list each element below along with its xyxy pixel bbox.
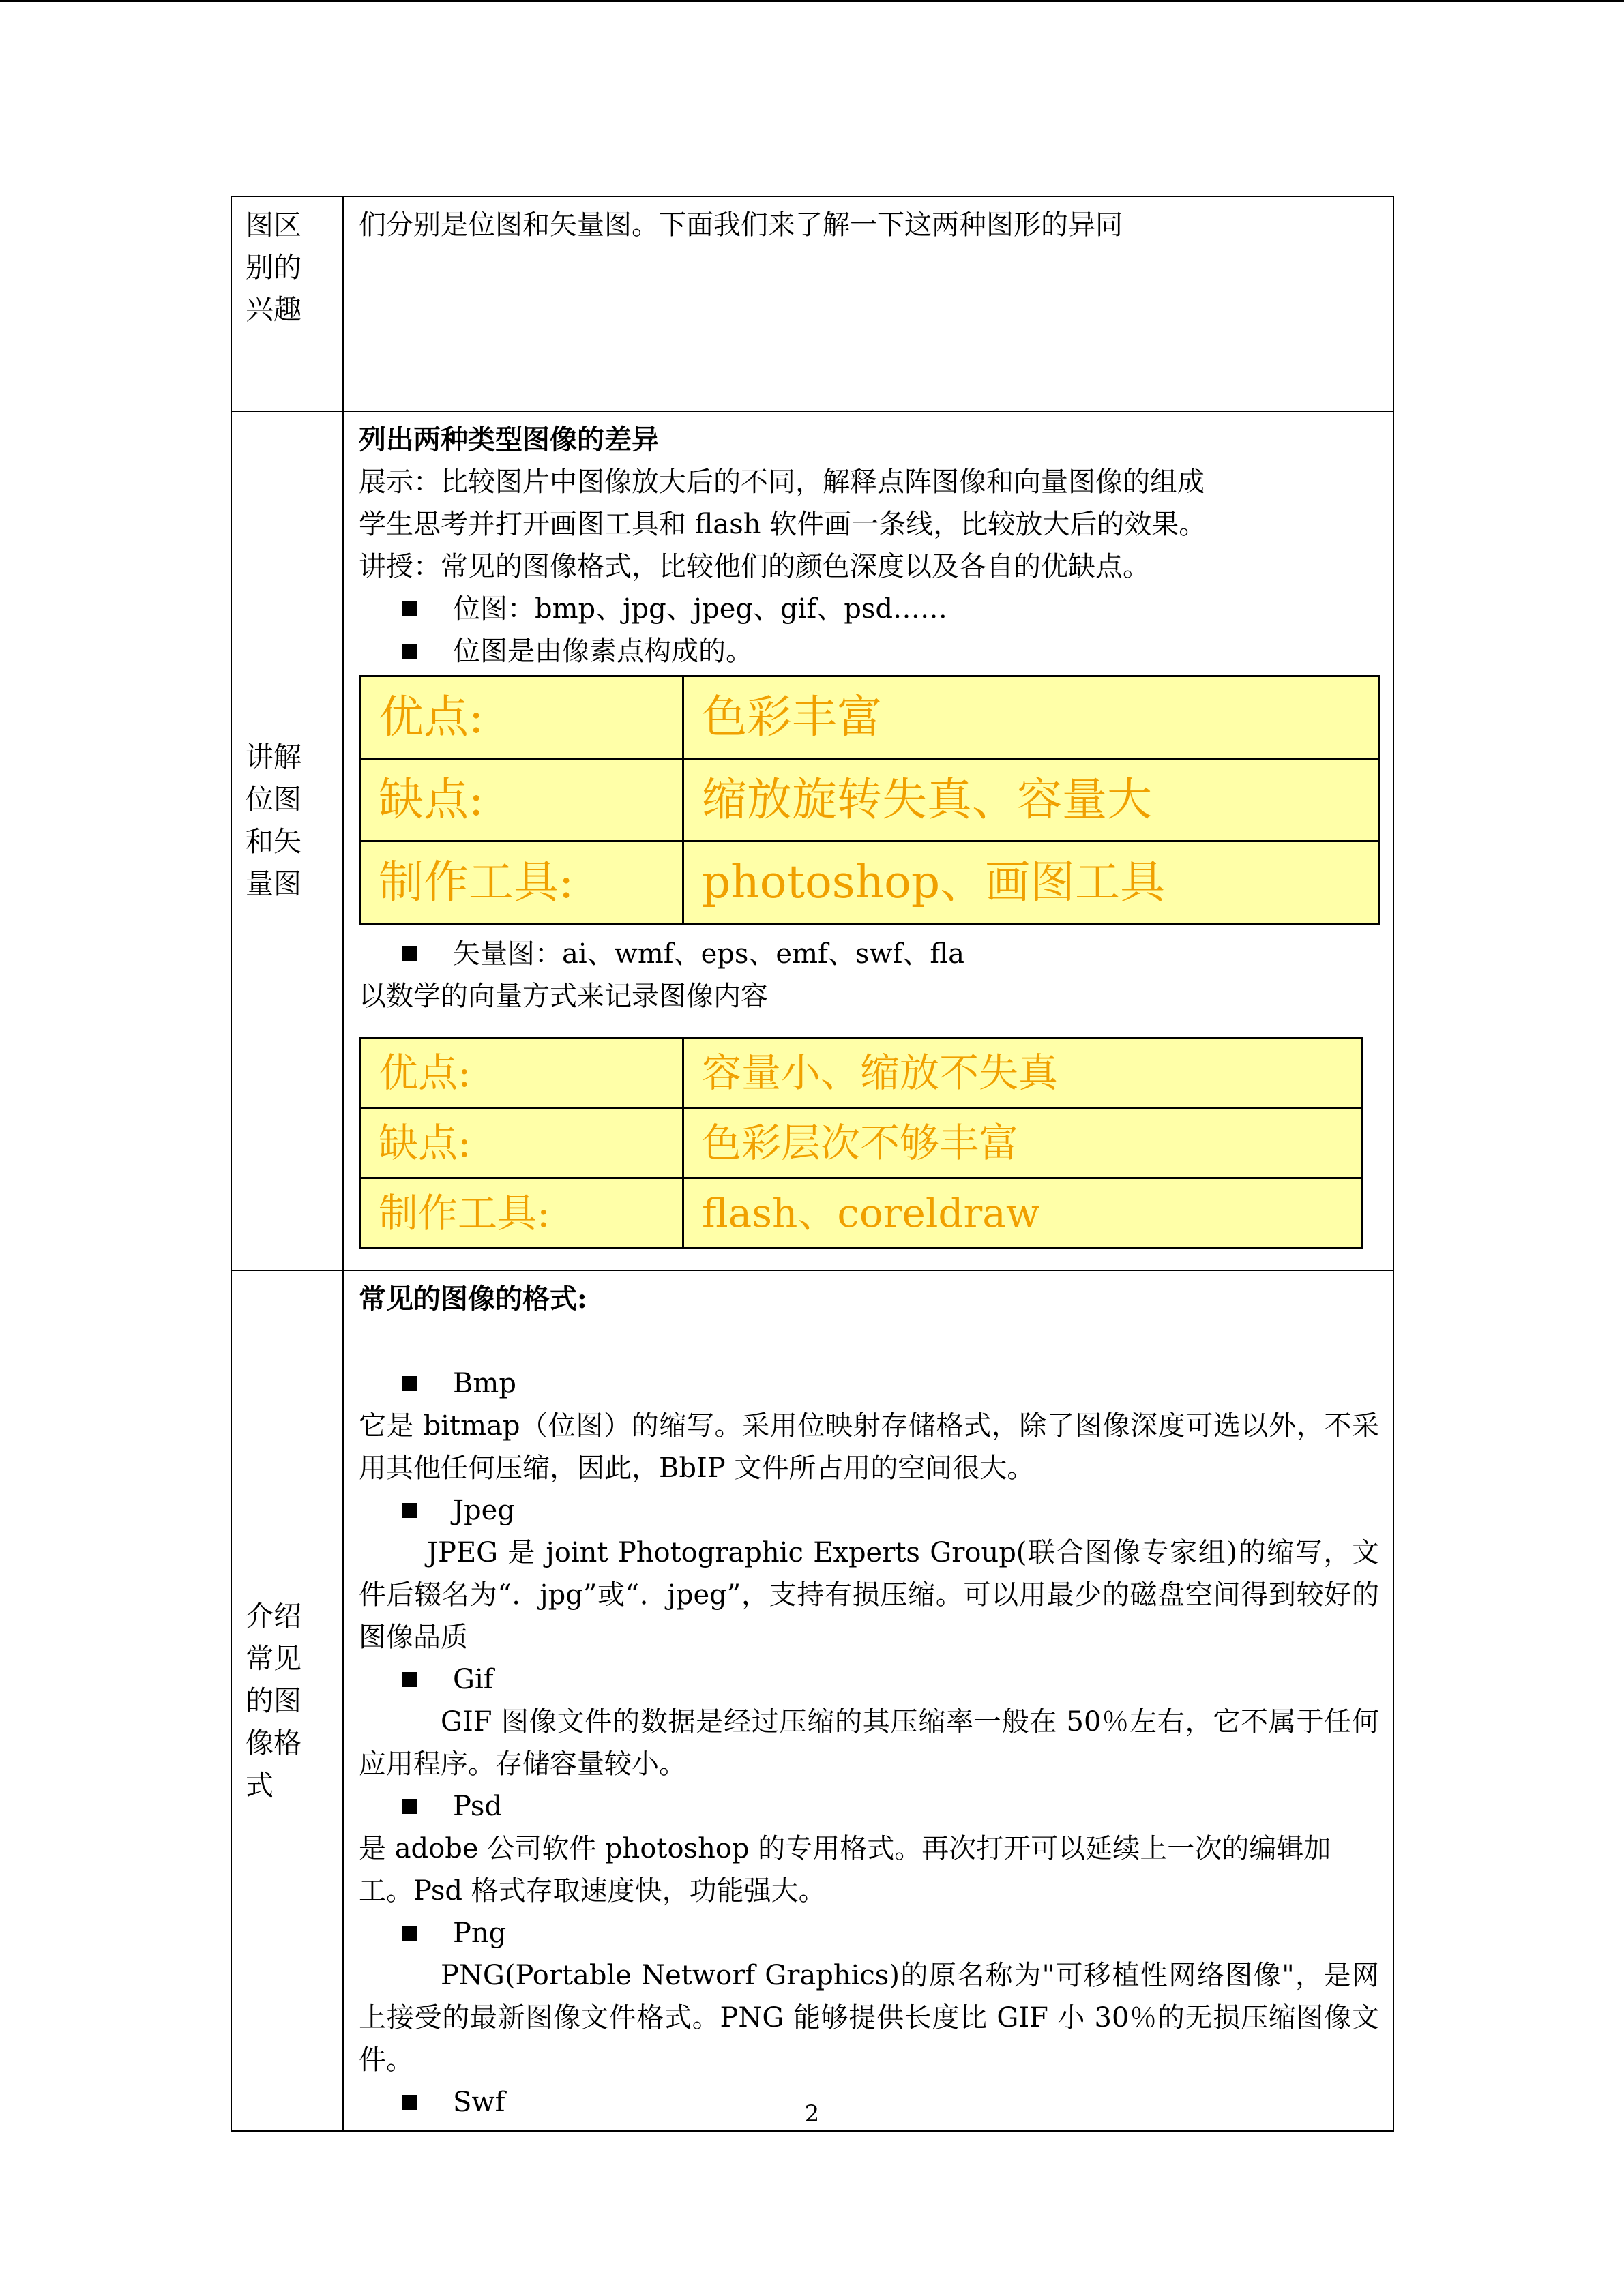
label-line: 的图 <box>246 1684 301 1717</box>
format-description: 是 adobe 公司软件 photoshop 的专用格式。再次打开可以延续上一次的编辑加工。Psd 格式存取速度快，功能强大。 <box>359 1833 1331 1907</box>
table-row <box>360 759 1379 841</box>
table-cell-value: 容量小、缩放不失真 <box>683 1038 1362 1108</box>
label-line: 图区 <box>246 209 301 241</box>
table-cell-key: 制作工具: <box>360 841 683 924</box>
section-heading: 列出两种类型图像的差异 <box>359 423 659 456</box>
square-bullet-icon <box>402 1926 417 1941</box>
label-line: 介绍 <box>246 1600 301 1632</box>
square-bullet-icon <box>402 1376 417 1391</box>
table-row-bitmap-vector <box>231 411 1393 1270</box>
table-cell-value: 色彩层次不够丰富 <box>683 1108 1362 1178</box>
label-line: 量图 <box>246 867 301 900</box>
bullet-item <box>359 630 1379 672</box>
table-cell-key: 优点: <box>360 1038 683 1108</box>
section-heading: 常见的图像的格式: <box>359 1283 587 1315</box>
label-line: 常见 <box>246 1642 301 1675</box>
format-name: Jpeg <box>453 1495 515 1526</box>
bullet-text: 位图：bmp、jpg、jpeg、gif、psd…… <box>453 593 947 625</box>
format-name: Png <box>453 1918 507 1949</box>
format-png <box>359 1912 1379 1954</box>
bullet-text: 位图是由像素点构成的。 <box>453 636 753 667</box>
format-description: JPEG 是 joint Photographic Experts Group(联合图像专家组)的缩写，文件后辍名为“．jpg”或“．jpeg”，支持有损压缩。可以用最少的磁盘空间得到较好的图像品质 <box>359 1537 1379 1653</box>
page-number: 2 <box>804 2100 820 2128</box>
square-bullet-icon <box>402 644 417 659</box>
format-jpeg <box>359 1489 1379 1532</box>
table-row <box>360 841 1379 924</box>
row-label-formats <box>231 1270 343 2131</box>
table-cell-key: 缺点: <box>360 759 683 841</box>
label-line: 别的 <box>246 251 301 284</box>
format-gif <box>359 1658 1379 1701</box>
format-description: GIF 图像文件的数据是经过压缩的其压缩率一般在 50％左右，它不属于任何应用程序。存储容量较小。 <box>359 1706 1379 1780</box>
table-cell-key: 制作工具: <box>360 1178 683 1249</box>
bullet-item <box>359 933 1379 975</box>
table-row <box>360 1178 1362 1249</box>
table-cell-key: 缺点: <box>360 1108 683 1178</box>
table-row-formats <box>231 1270 1393 2131</box>
paragraph-line: 展示：比较图片中图像放大后的不同，解释点阵图像和向量图像的组成 <box>359 466 1205 498</box>
table-row-interest <box>231 196 1393 411</box>
table-row <box>360 676 1379 759</box>
label-line: 兴趣 <box>246 293 301 326</box>
format-description: 它是 bitmap（位图）的缩写。采用位映射存储格式，除了图像深度可选以外，不采用其他任何压缩，因此，BbIP 文件所占用的空间很大。 <box>359 1410 1379 1484</box>
format-name: Psd <box>453 1791 502 1822</box>
table-row <box>360 1038 1362 1108</box>
square-bullet-icon <box>402 1672 417 1687</box>
paragraph-line: 以数学的向量方式来记录图像内容 <box>359 981 768 1012</box>
bullet-text: 矢量图：ai、wmf、eps、emf、swf、fla <box>453 938 964 970</box>
table-cell-value: 缩放旋转失真、容量大 <box>683 759 1379 841</box>
row-content-formats <box>343 1270 1393 2131</box>
table-cell-value: photoshop、画图工具 <box>683 841 1379 924</box>
label-line: 位图 <box>246 783 301 816</box>
format-psd <box>359 1785 1379 1828</box>
format-name: Swf <box>453 2087 505 2118</box>
row-content-interest <box>343 196 1393 411</box>
paragraph-line: 学生思考并打开画图工具和 flash 软件画一条线，比较放大后的效果。 <box>359 509 1207 540</box>
bullet-item <box>359 588 1379 630</box>
paragraph-line: 讲授：常见的图像格式，比较他们的颜色深度以及各自的优缺点。 <box>359 551 1150 582</box>
label-line: 像格 <box>246 1727 301 1759</box>
table-row <box>360 1108 1362 1178</box>
interest-text: 们分别是位图和矢量图。下面我们来了解一下这两种图形的异同 <box>359 209 1123 241</box>
table-cell-value: 色彩丰富 <box>683 676 1379 759</box>
label-line: 式 <box>246 1769 274 1802</box>
format-description: PNG(Portable Networf Graphics)的原名称为"可移植性网络图像"，是网上接受的最新图像文件格式。PNG 能够提供长度比 GIF 小 30％的无损压缩图像文件。 <box>359 1960 1379 2076</box>
bitmap-pros-cons-table <box>359 675 1380 925</box>
label-line: 和矢 <box>246 825 301 858</box>
format-bmp <box>359 1362 1379 1405</box>
label-line: 讲解 <box>246 741 301 773</box>
lesson-table <box>231 196 1394 2132</box>
format-name: Bmp <box>453 1368 516 1399</box>
table-cell-value: flash、coreldraw <box>683 1178 1362 1249</box>
vector-pros-cons-table <box>359 1037 1363 1249</box>
row-content-bitmap-vector <box>343 411 1393 1270</box>
row-label-bitmap-vector <box>231 411 343 1270</box>
table-cell-key: 优点: <box>360 676 683 759</box>
row-label-interest <box>231 196 343 411</box>
format-name: Gif <box>453 1664 494 1695</box>
square-bullet-icon <box>402 1503 417 1518</box>
square-bullet-icon <box>402 601 417 616</box>
top-border-line <box>0 0 1624 2</box>
square-bullet-icon <box>402 946 417 961</box>
square-bullet-icon <box>402 1799 417 1814</box>
